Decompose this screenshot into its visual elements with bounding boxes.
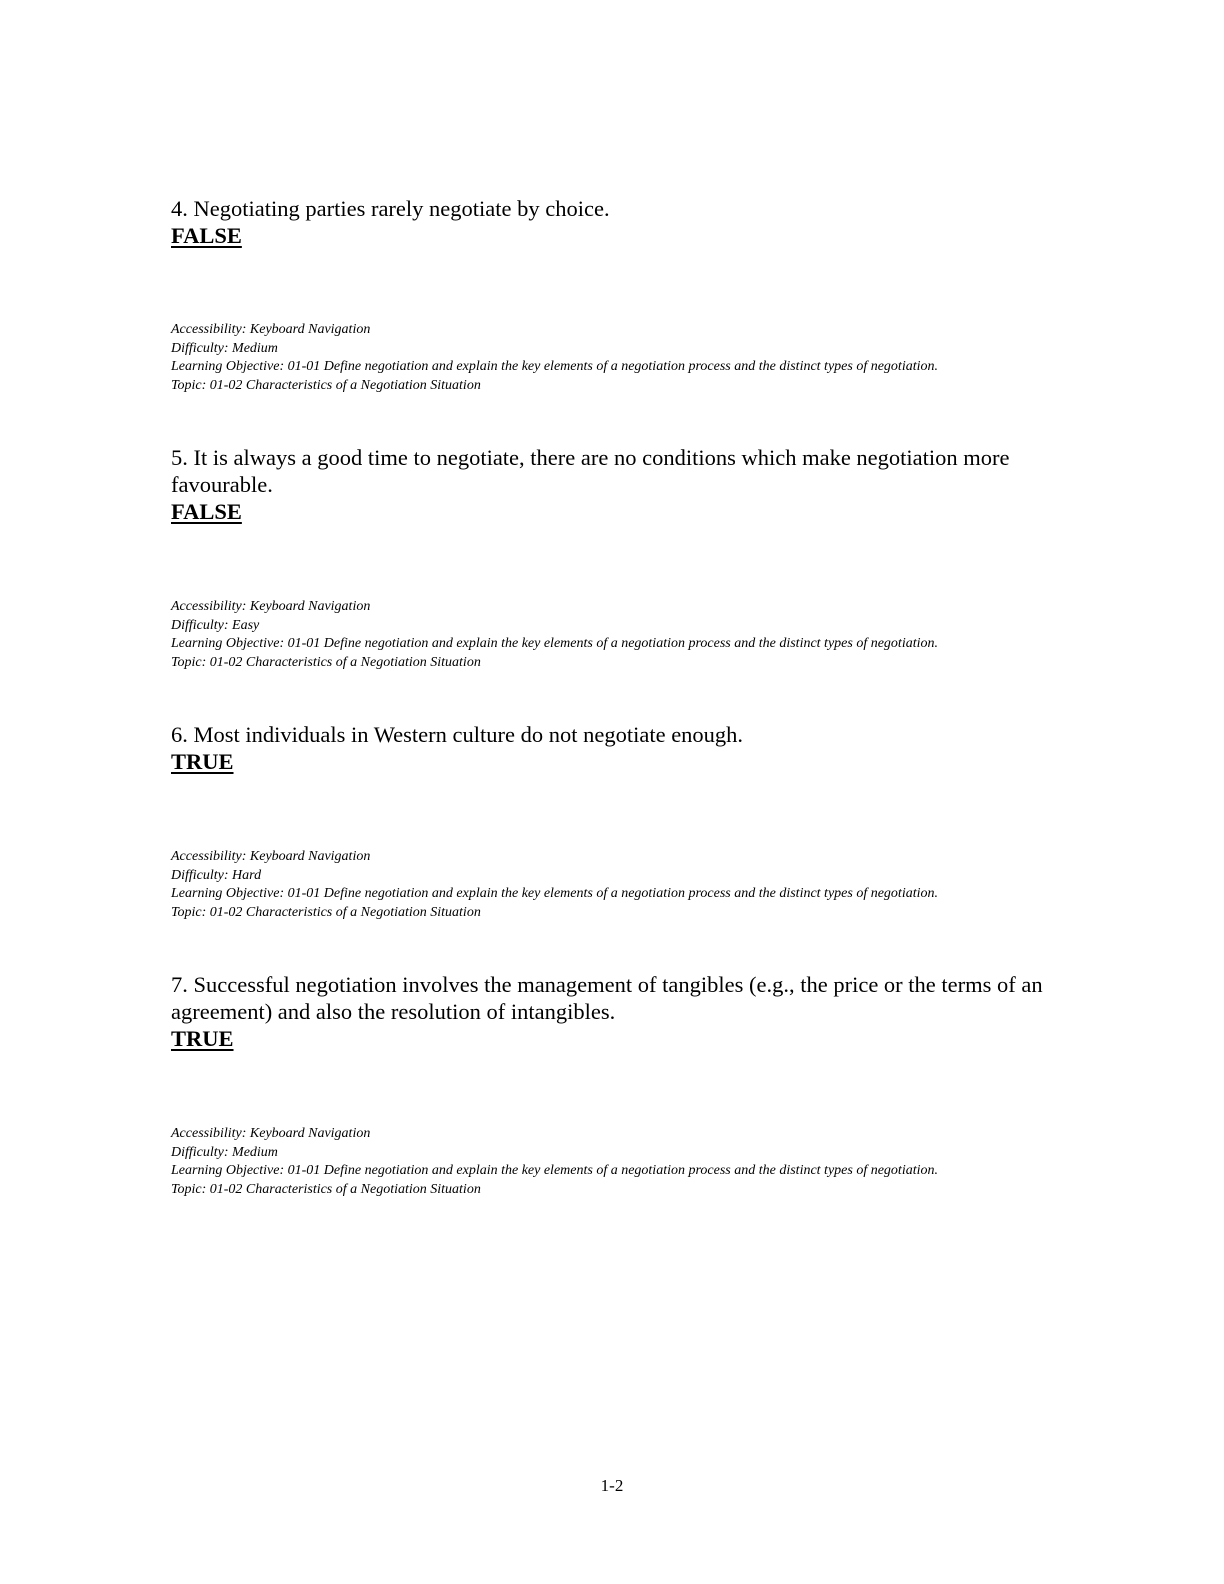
topic-line: Topic: 01-02 Characteristics of a Negotiation Situation	[171, 904, 481, 920]
question-7-metadata	[171, 1125, 1071, 1199]
learning-objective-line: Learning Objective: 01-01 Define negotiation and explain the key elements of a negotiation process and the distinct types of negotiation.	[171, 359, 938, 374]
difficulty-line: Difficulty: Easy	[171, 617, 260, 633]
question-6-metadata	[171, 848, 1071, 922]
question-text: 6. Most individuals in Western culture do not negotiate enough.	[171, 722, 744, 747]
learning-objective-line: Learning Objective: 01-01 Define negotiation and explain the key elements of a negotiation process and the distinct types of negotiation.	[171, 1163, 938, 1178]
page-number: 1-2	[600, 1476, 624, 1495]
question-text: 4. Negotiating parties rarely negotiate by choice.	[171, 196, 610, 221]
difficulty-line: Difficulty: Hard	[171, 867, 262, 883]
question-text: 7. Successful negotiation involves the management of tangibles (e.g., the price or the terms of an agreement) and also the resolution of intangibles.	[171, 972, 1043, 1024]
accessibility-line: Accessibility: Keyboard Navigation	[171, 849, 371, 864]
answer-label: TRUE	[171, 749, 234, 774]
accessibility-line: Accessibility: Keyboard Navigation	[171, 599, 371, 614]
difficulty-line: Difficulty: Medium	[171, 340, 278, 356]
topic-line: Topic: 01-02 Characteristics of a Negotiation Situation	[171, 654, 481, 670]
answer-label: FALSE	[171, 499, 242, 524]
question-4-metadata	[171, 321, 1071, 395]
topic-line: Topic: 01-02 Characteristics of a Negotiation Situation	[171, 1181, 481, 1197]
difficulty-line: Difficulty: Medium	[171, 1144, 278, 1160]
question-6	[171, 721, 1071, 776]
answer-label: FALSE	[171, 223, 242, 248]
topic-line: Topic: 01-02 Characteristics of a Negotiation Situation	[171, 377, 481, 393]
accessibility-line: Accessibility: Keyboard Navigation	[171, 322, 371, 337]
question-5	[171, 444, 1071, 526]
question-4	[171, 195, 1071, 250]
question-7	[171, 971, 1071, 1053]
learning-objective-line: Learning Objective: 01-01 Define negotiation and explain the key elements of a negotiation process and the distinct types of negotiation.	[171, 886, 938, 901]
answer-label: TRUE	[171, 1026, 234, 1051]
learning-objective-line: Learning Objective: 01-01 Define negotiation and explain the key elements of a negotiation process and the distinct types of negotiation.	[171, 636, 938, 651]
question-5-metadata	[171, 598, 1071, 672]
accessibility-line: Accessibility: Keyboard Navigation	[171, 1126, 371, 1141]
question-text: 5. It is always a good time to negotiate, there are no conditions which make negotiation more favourable.	[171, 445, 1010, 497]
